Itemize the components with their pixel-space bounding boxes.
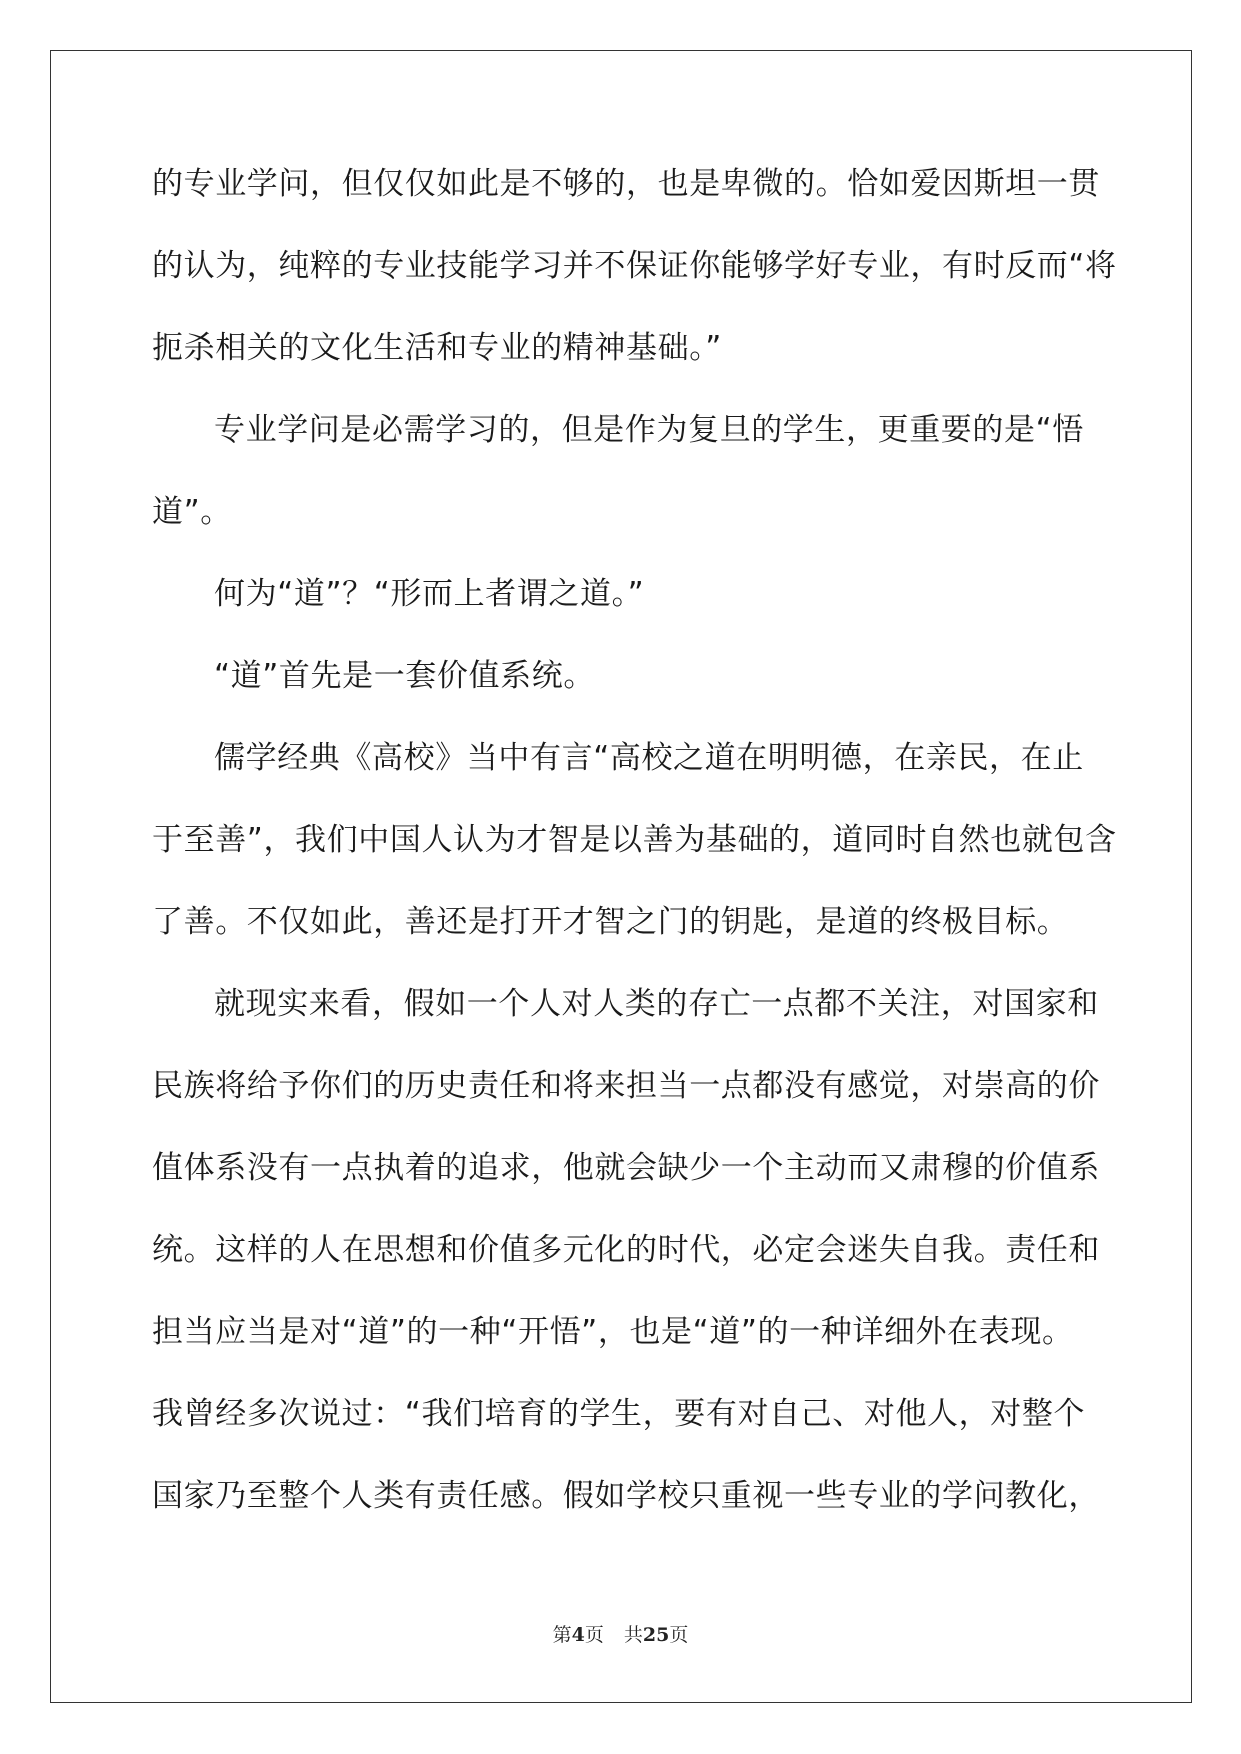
text-line: 我曾经多次说过：“我们培育的学生，要有对自己、对他人，对整个 <box>152 1396 1086 1432</box>
text-line: 专业学问是必需学习的，但是作为复旦的学生，更重要的是“悟 <box>214 412 1084 448</box>
text-line: 扼杀相关的文化生活和专业的精神基础。” <box>152 330 722 366</box>
text-line: 担当应当是对“道”的一种“开悟”，也是“道”的一种详细外在表现。 <box>152 1314 1074 1350</box>
text-line: 的认为，纯粹的专业技能学习并不保证你能够学好专业，有时反而“将 <box>152 248 1117 284</box>
text-line: 国家乃至整个人类有责任感。假如学校只重视一些专业的学问教化， <box>152 1478 1100 1514</box>
total-suffix: 页 <box>669 1624 689 1646</box>
text-line: 儒学经典《高校》当中有言“高校之道在明明德，在亲民，在止 <box>214 740 1084 776</box>
text-line: 值体系没有一点执着的追求，他就会缺少一个主动而又肃穆的价值系 <box>152 1150 1100 1186</box>
document-body <box>152 158 1117 1552</box>
total-prefix: 共 <box>623 1624 643 1646</box>
text-line: 何为“道”？“形而上者谓之道。” <box>214 576 645 612</box>
page-number: 4 <box>571 1624 585 1646</box>
text-line: “道”首先是一套价值系统。 <box>214 658 595 694</box>
total-pages: 25 <box>642 1624 670 1646</box>
text-line: 统。这样的人在思想和价值多元化的时代，必定会迷失自我。责任和 <box>152 1232 1100 1268</box>
text-line: 了善。不仅如此，善还是打开才智之门的钥匙，是道的终极目标。 <box>152 904 1069 940</box>
page-prefix: 第 <box>552 1624 572 1646</box>
text-line: 道”。 <box>152 494 232 530</box>
text-line: 民族将给予你们的历史责任和将来担当一点都没有感觉，对崇高的价 <box>152 1068 1100 1104</box>
text-line: 的专业学问，但仅仅如此是不够的，也是卑微的。恰如爱因斯坦一贯 <box>152 166 1100 202</box>
page-suffix: 页 <box>584 1624 604 1646</box>
page-footer <box>0 1620 1241 1647</box>
text-line: 于至善”，我们中国人认为才智是以善为基础的，道同时自然也就包含 <box>152 822 1117 858</box>
text-line: 就现实来看，假如一个人对人类的存亡一点都不关注，对国家和 <box>214 986 1099 1022</box>
